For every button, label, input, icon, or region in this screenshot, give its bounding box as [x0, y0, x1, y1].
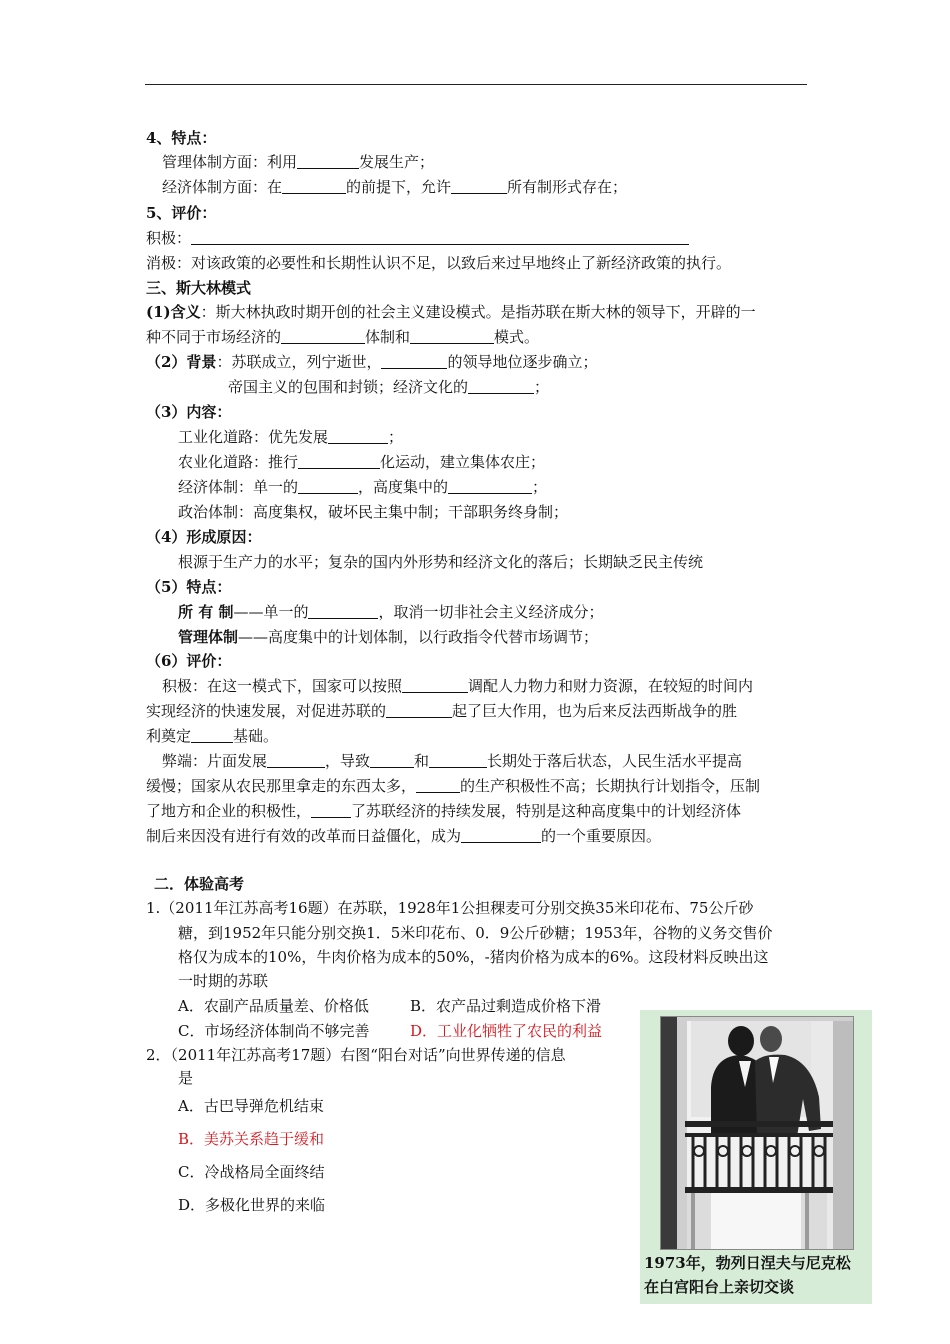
- blank[interactable]: [308, 604, 378, 619]
- blank[interactable]: [298, 454, 380, 469]
- blank[interactable]: [468, 379, 534, 394]
- q1-line3: 格仅为成本的10%，牛肉价格为成本的50%，-猪肉价格为成本的6%。这段材料反映出这: [178, 948, 769, 966]
- s3-bg-line2: 帝国主义的包围和封锁；经济文化的 ；: [228, 378, 550, 396]
- s4-line1: 管理体制方面：利用 发展生产；: [162, 153, 435, 171]
- header-rule: [145, 84, 807, 85]
- q2-line2: 是: [178, 1069, 194, 1087]
- s3-eval-2: 实现经济的快速发展，对促进苏联的 起了巨大作用，也为后来反法西斯战争的胜: [146, 702, 738, 720]
- blank[interactable]: [191, 728, 233, 743]
- blank[interactable]: [381, 354, 447, 369]
- s3-reason: 根源于生产力的水平；复杂的国内外形势和经济文化的落后；长期缺乏民主传统: [178, 553, 704, 571]
- s5-title: 5、评价：: [146, 204, 217, 222]
- s4-title: 4、特点：: [146, 129, 217, 147]
- q1-option-a[interactable]: A．农副产品质量差、价格低: [178, 997, 369, 1015]
- balcony-photo-drawing: [661, 1017, 853, 1249]
- s3-eval-3: 利奠定 基础。: [146, 727, 279, 745]
- blank[interactable]: [461, 828, 541, 843]
- s3-feature-label: （5）特点：: [146, 578, 232, 596]
- blank[interactable]: [416, 778, 460, 793]
- blank[interactable]: [191, 230, 689, 245]
- exam-title: 二．体验高考: [154, 875, 245, 893]
- blank[interactable]: [429, 753, 487, 768]
- s4-line2: 经济体制方面：在 的前提下，允许 所有制形式存在；: [162, 178, 628, 196]
- blank[interactable]: [386, 703, 452, 718]
- q1-line2: 糖，到1952年只能分别交换1．5米印花布、0．9公斤砂糖；1953年，谷物的义务交售价: [178, 924, 773, 942]
- caption-line-1: 1973年，勃列日涅夫与尼克松: [644, 1254, 851, 1272]
- blank[interactable]: [298, 479, 358, 494]
- s3-content-4: 政治体制：高度集权，破坏民主集中制；干部职务终身制；: [178, 503, 569, 521]
- q1-option-d[interactable]: D．工业化牺牲了农民的利益: [410, 1022, 603, 1040]
- s3-eval-1: 积极：在这一模式下，国家可以按照 调配人力物力和财力资源，在较短的时间内: [162, 677, 754, 695]
- blank[interactable]: [311, 803, 351, 818]
- blank[interactable]: [267, 753, 325, 768]
- figure-caption: [644, 1251, 872, 1299]
- blank[interactable]: [370, 753, 414, 768]
- s3-eval-label: （6）评价：: [146, 652, 232, 670]
- s3-drawback-2: 缓慢；国家从农民那里拿走的东西太多， 的生产积极性不高；长期执行计划指令，压制: [146, 777, 761, 795]
- s3-drawback-4: 制后来因没有进行有效的改革而日益僵化，成为 的一个重要原因。: [146, 827, 662, 845]
- q1-line4: 一时期的苏联: [178, 972, 269, 990]
- blank[interactable]: [410, 329, 494, 344]
- s5-negative: 消极：对该政策的必要性和长期性认识不足，以致后来过早地终止了新经济政策的执行。: [146, 254, 732, 272]
- s3-content-1: 工业化道路：优先发展 ；: [178, 428, 404, 446]
- q1-option-c[interactable]: C．市场经济体制尚不够完善: [178, 1022, 370, 1040]
- q2-line1: 2．（2011年江苏高考17题）右图“阳台对话”向世界传递的信息: [146, 1046, 566, 1064]
- blank[interactable]: [451, 179, 507, 194]
- q2-option-d[interactable]: D．多极化世界的来临: [178, 1196, 326, 1214]
- s3-bg-line1: （2）背景：苏联成立，列宁逝世， 的领导地位逐步确立；: [146, 353, 598, 371]
- blank[interactable]: [282, 179, 346, 194]
- balcony-photo: [660, 1016, 854, 1250]
- s3-def-line2: 种不同于市场经济的 体制和 模式。: [146, 328, 540, 346]
- q2-option-b[interactable]: B．美苏关系趋于缓和: [178, 1130, 325, 1148]
- s3-title: 三、斯大林模式: [146, 279, 252, 297]
- q1-option-b[interactable]: B．农产品过剩造成价格下滑: [410, 997, 602, 1015]
- s5-positive: 积极：: [146, 228, 689, 248]
- s3-drawback-1: 弊端：片面发展 ，导致 和 长期处于落后状态，人民生活水平提高: [162, 752, 743, 770]
- q2-option-a[interactable]: A．古巴导弹危机结束: [178, 1097, 324, 1115]
- s3-feature-2: 管理体制——高度集中的计划体制，以行政指令代替市场调节；: [178, 628, 599, 646]
- s3-content-2: 农业化道路：推行 化运动，建立集体农庄；: [178, 453, 546, 471]
- s3-drawback-3: 了地方和企业的积极性， 了苏联经济的持续发展，特别是这种高度集中的计划经济体: [146, 802, 742, 820]
- blank[interactable]: [297, 154, 359, 169]
- blank[interactable]: [402, 678, 468, 693]
- q1-line1: 1.（2011年江苏高考16题）在苏联，1928年1公担稞麦可分别交换35米印花布、75公斤砂: [146, 899, 754, 917]
- blank[interactable]: [328, 429, 388, 444]
- caption-line-2: 在白宫阳台上亲切交谈: [644, 1278, 795, 1296]
- q2-option-c[interactable]: C．冷战格局全面终结: [178, 1163, 325, 1181]
- balcony-figure: [640, 1010, 872, 1304]
- s3-def-line1: (1)含义：斯大林执政时期开创的社会主义建设模式。是指苏联在斯大林的领导下，开辟的一: [146, 303, 756, 321]
- s3-feature-1: 所 有 制——单一的 ，取消一切非社会主义经济成分；: [178, 603, 604, 621]
- blank[interactable]: [281, 329, 365, 344]
- s3-content-3: 经济体制：单一的 ，高度集中的 ；: [178, 478, 548, 496]
- s3-content-label: （3）内容：: [146, 403, 232, 421]
- blank[interactable]: [448, 479, 532, 494]
- s3-reason-label: （4）形成原因：: [146, 528, 262, 546]
